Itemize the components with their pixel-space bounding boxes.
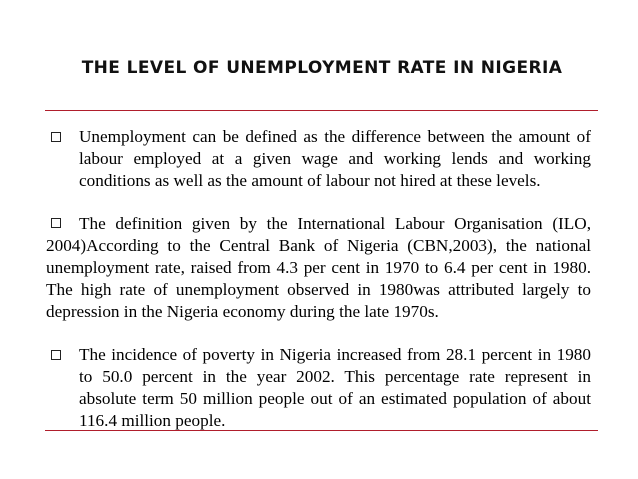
square-bullet-icon (51, 350, 61, 360)
bullet-paragraph-1 (46, 126, 591, 192)
bullet-text-3: The incidence of poverty in Nigeria increased from 28.1 percent in 1980 to 50.0 percent in the year 2002. This percentage rate represent in absolute term 50 million people out of an estimated population of about 116.4 million people. (79, 345, 591, 430)
square-bullet-icon (51, 218, 61, 228)
slide-title: THE LEVEL OF UNEMPLOYMENT RATE IN NIGERIA (81, 58, 563, 78)
square-bullet-icon (51, 132, 61, 142)
bullet-paragraph-2 (46, 213, 591, 323)
bullet-text-1: Unemployment can be defined as the difference between the amount of labour employed at a given wage and working lends and working conditions as well as the amount of labour not hired at these levels. (79, 127, 591, 190)
title-divider (45, 110, 598, 111)
bottom-divider (45, 430, 598, 431)
bullet-text-2: The definition given by the International Labour Organisation (ILO, 2004)According to the Central Bank of Nigeria (CBN,2003), the national unemployment rate, raised from 4.3 per cent in 1970 to 6.4 per cent in 1980. The high rate of unemployment observed in 1980was attributed largely to depression in the Nigeria economy during the late 1970s. (46, 214, 591, 321)
bullet-paragraph-3 (46, 344, 591, 432)
